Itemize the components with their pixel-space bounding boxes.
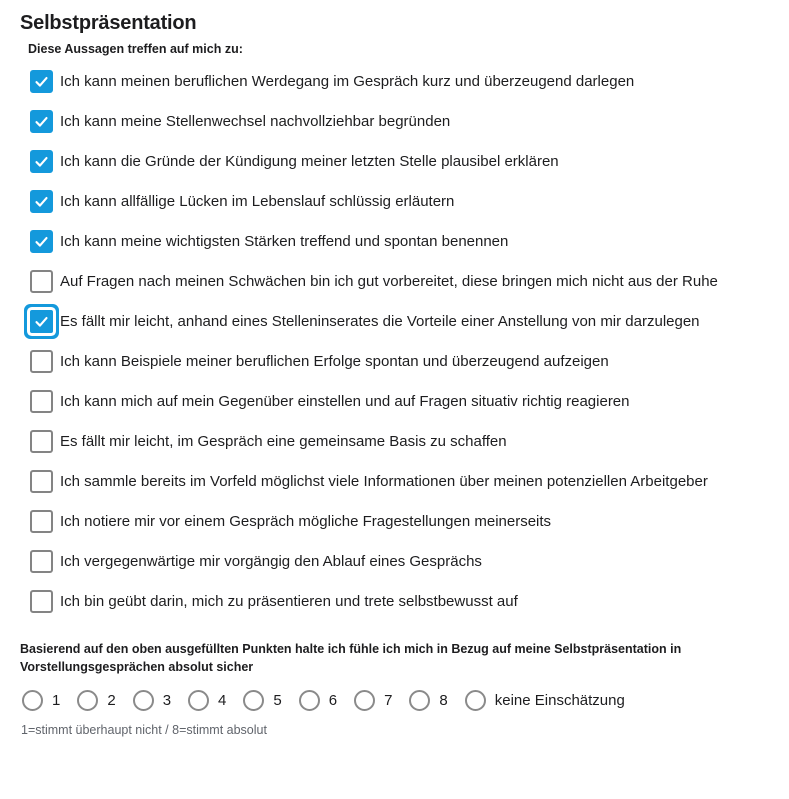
radio-option-5[interactable]	[243, 690, 281, 711]
checkbox-row[interactable]	[30, 269, 769, 294]
checkmark-icon	[34, 314, 49, 329]
radio-option-7[interactable]	[354, 690, 392, 711]
checkbox-row[interactable]	[30, 389, 769, 414]
radio-button[interactable]	[299, 690, 320, 711]
checkbox-label: Ich kann die Gründe der Kündigung meiner letzten Stelle plausibel erklären	[60, 153, 559, 170]
rating-question: Basierend auf den oben ausgefüllten Punkten halte ich fühle ich mich in Bezug auf meine Selbstpräsentation in Vorstellungsgesprächen absolut sicher	[20, 642, 682, 674]
checkbox[interactable]	[30, 590, 53, 613]
checkbox-label: Ich bin geübt darin, mich zu präsentieren und trete selbstbewusst auf	[60, 593, 518, 610]
radio-label: 6	[328, 692, 338, 709]
checkmark-icon	[34, 114, 49, 129]
checkmark-icon	[34, 74, 49, 89]
checkbox[interactable]	[30, 550, 53, 573]
page-title: Selbstpräsentation	[20, 12, 197, 34]
checkbox-label: Ich kann allfällige Lücken im Lebenslauf schlüssig erläutern	[60, 193, 455, 210]
rating-scale	[22, 690, 769, 711]
radio-label: 7	[384, 692, 393, 709]
radio-option-keine-einschaetzung[interactable]	[465, 690, 625, 711]
checkbox[interactable]	[30, 510, 53, 533]
radio-label: 5	[273, 692, 282, 709]
radio-option-3[interactable]	[133, 690, 171, 711]
checkbox-label: Ich kann meine wichtigsten Stärken treffend und spontan benennen	[60, 233, 509, 250]
checkbox-label: Ich kann mich auf mein Gegenüber einstellen und auf Fragen situativ richtig reagieren	[60, 393, 630, 410]
scale-legend: 1=stimmt überhaupt nicht / 8=stimmt absolut	[21, 723, 267, 737]
checkbox-label: Ich vergegenwärtige mir vorgängig den Ablauf eines Gesprächs	[60, 553, 482, 570]
radio-button[interactable]	[409, 690, 430, 711]
radio-button[interactable]	[133, 690, 154, 711]
radio-label: 2	[107, 692, 116, 709]
checkbox-row[interactable]	[30, 429, 769, 454]
checkbox[interactable]	[30, 70, 53, 93]
checkbox-label: Ich kann meinen beruflichen Werdegang im Gespräch kurz und überzeugend darlegen	[60, 73, 635, 90]
checkbox-label: Es fällt mir leicht, anhand eines Stelleninserates die Vorteile einer Anstellung von mir darzulegen	[60, 313, 700, 330]
checkbox-row[interactable]	[30, 149, 769, 174]
checkmark-icon	[34, 194, 49, 209]
radio-option-6[interactable]	[299, 690, 337, 711]
checkbox-label: Ich kann meine Stellenwechsel nachvollziehbar begründen	[60, 113, 451, 130]
radio-option-8[interactable]	[409, 690, 447, 711]
checkbox[interactable]	[30, 470, 53, 493]
checkbox[interactable]	[30, 110, 53, 133]
radio-option-1[interactable]	[22, 690, 60, 711]
checkbox[interactable]	[30, 430, 53, 453]
radio-button[interactable]	[22, 690, 43, 711]
checkbox-row[interactable]	[30, 589, 769, 614]
radio-button[interactable]	[354, 690, 375, 711]
checkbox-row[interactable]	[30, 349, 769, 374]
checkbox-row[interactable]	[30, 509, 769, 534]
checkbox-row[interactable]	[30, 469, 769, 494]
checkbox[interactable]	[30, 390, 53, 413]
checkbox-label: Ich notiere mir vor einem Gespräch mögliche Fragestellungen meinerseits	[60, 513, 552, 530]
radio-label: 4	[218, 692, 227, 709]
section-instruction: Diese Aussagen treffen auf mich zu:	[28, 42, 243, 56]
radio-button[interactable]	[77, 690, 98, 711]
checkmark-icon	[34, 234, 49, 249]
radio-label: keine Einschätzung	[494, 692, 625, 709]
radio-label: 3	[162, 692, 172, 709]
checkbox-row[interactable]	[30, 309, 769, 334]
radio-label: 8	[439, 692, 448, 709]
radio-button[interactable]	[188, 690, 209, 711]
checkbox-label: Ich sammle bereits im Vorfeld möglichst viele Informationen über meinen potenziellen Arbeitgeber	[60, 473, 708, 490]
radio-label: 1	[52, 692, 61, 709]
checkbox[interactable]	[30, 270, 53, 293]
checkbox[interactable]	[30, 310, 53, 333]
radio-button[interactable]	[243, 690, 264, 711]
checkbox-row[interactable]	[30, 109, 769, 134]
checkbox-label: Es fällt mir leicht, im Gespräch eine gemeinsame Basis zu schaffen	[60, 433, 507, 450]
checkbox[interactable]	[30, 150, 53, 173]
radio-option-2[interactable]	[77, 690, 115, 711]
checkbox-row[interactable]	[30, 549, 769, 574]
checkbox[interactable]	[30, 230, 53, 253]
checkbox-label: Auf Fragen nach meinen Schwächen bin ich gut vorbereitet, diese bringen mich nicht aus der Ruhe	[60, 273, 718, 290]
checkbox[interactable]	[30, 350, 53, 373]
checkbox-list	[30, 69, 769, 614]
radio-button[interactable]	[465, 690, 486, 711]
checkbox[interactable]	[30, 190, 53, 213]
checkbox-row[interactable]	[30, 189, 769, 214]
checkmark-icon	[34, 154, 49, 169]
checkbox-row[interactable]	[30, 69, 769, 94]
checkbox-row[interactable]	[30, 229, 769, 254]
radio-option-4[interactable]	[188, 690, 226, 711]
checkbox-label: Ich kann Beispiele meiner beruflichen Erfolge spontan und überzeugend aufzeigen	[60, 353, 609, 370]
